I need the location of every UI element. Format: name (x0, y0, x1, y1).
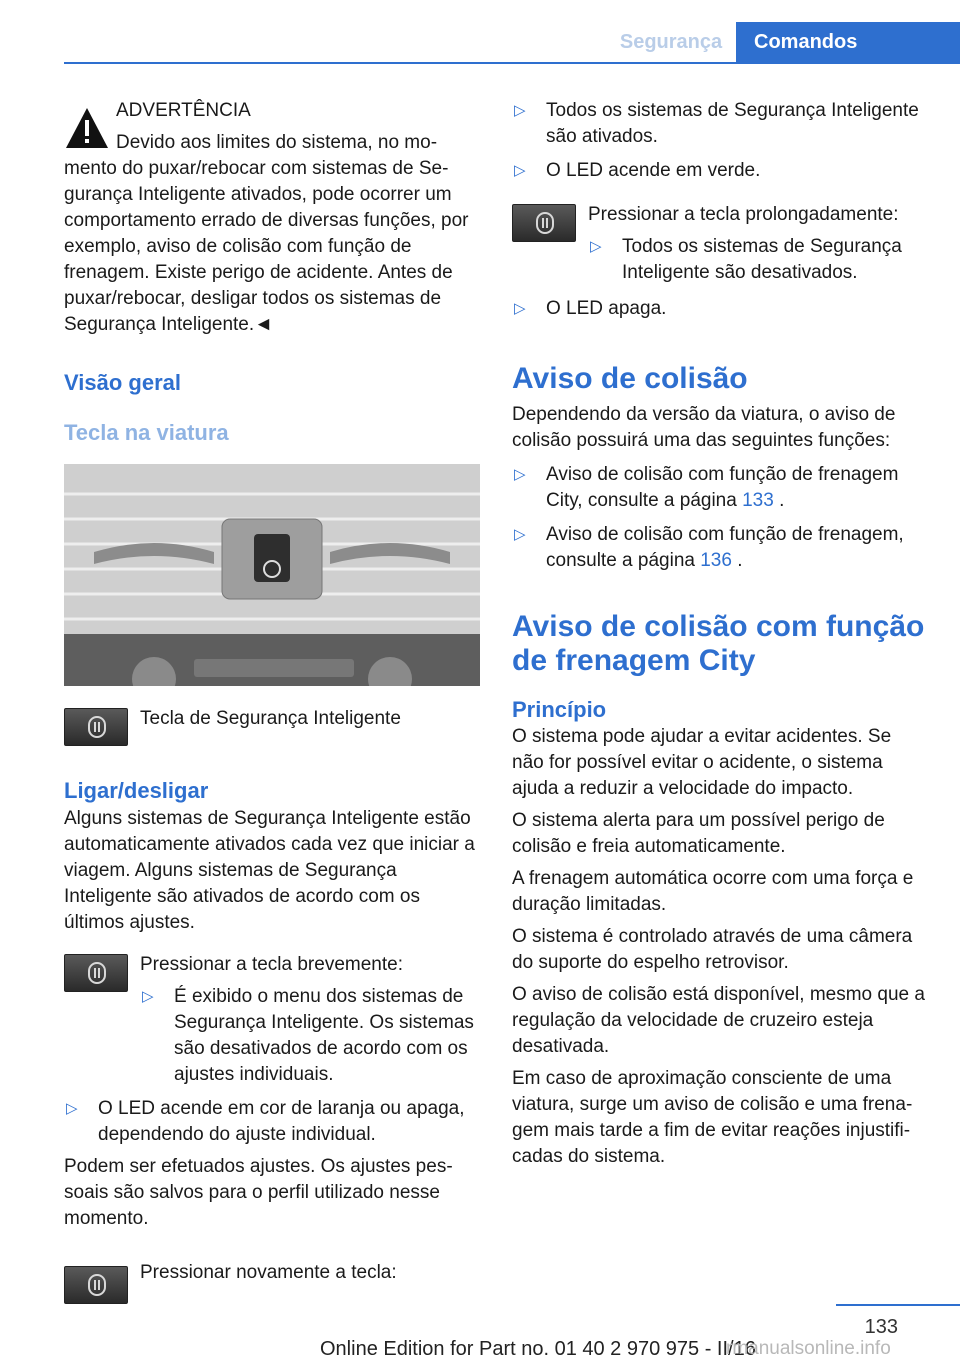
warning-triangle-icon (64, 106, 110, 150)
principle-paragraph: O sistema alerta para um possível perigo de colisão e freia automaticamente. (512, 810, 885, 857)
intelligent-safety-button-icon (64, 708, 128, 746)
principle-paragraph: O sistema pode ajudar a evitar acidentes. Se não for possível evitar o acidente, o sistema ajuda a reduzir a velocidade do impacto. (512, 726, 892, 799)
collision-paragraph: Dependendo da versão da viatura, o aviso de colisão possuirá uma das seguintes funções: (512, 404, 896, 451)
dashboard-illustration (64, 464, 480, 686)
settings-paragraph: Podem ser efetuados ajustes. Os ajustes pessoais são salvos para o perfil utilizado nesse momento. (64, 1156, 453, 1229)
principle-paragraph: O sistema é controlado através de uma câmera do suporte do espelho retrovisor. (512, 926, 913, 973)
press-long-row (512, 202, 928, 286)
warning-block (64, 98, 480, 338)
page-link[interactable]: 133 (742, 490, 774, 511)
list-item: ▷ É exibido o menu dos sistemas de Segurança Inteligente. Os sistemas são desativados de acordo com os ajustes individuais. (142, 986, 474, 1085)
chapter-tab[interactable]: Comandos (736, 22, 960, 62)
intelligent-safety-button-icon (64, 954, 128, 992)
principle-paragraph: O aviso de colisão está disponível, mesmo que a regulação da velocidade de cruzeiro esteja desativada. (512, 984, 925, 1057)
principle-paragraph: Em caso de aproximação consciente de uma viatura, surge um aviso de colisão e uma frenagem mais tarde a fim de evitar reações injustificadas do sistema. (512, 1068, 913, 1167)
watermark: rmanualsonline.info (726, 1338, 891, 1359)
press-long-text: Pressionar a tecla prolongadamente: (588, 204, 899, 225)
heading-city-braking: Aviso de colisão com função de frenagem City (512, 610, 925, 677)
right-column (512, 98, 928, 1170)
heading-overview: Visão geral (64, 370, 181, 395)
running-header (64, 22, 960, 64)
onoff-paragraph: Alguns sistemas de Segurança Inteligente estão automaticamente ativados cada vez que iniciar a viagem. Alguns sistemas de Segurança Inteligente são ativados de acordo com os últimos ajustes. (64, 808, 475, 933)
page-number-rule (836, 1304, 960, 1306)
key-caption-row (64, 706, 480, 746)
press-again-text: Pressionar novamente a tecla: (140, 1262, 397, 1283)
heading-principle: Princípio (512, 697, 607, 722)
heading-on-off: Ligar/desligar (64, 778, 209, 803)
edition-line: Online Edition for Part no. 01 40 2 970 975 - II/16 (320, 1338, 756, 1360)
page-number: 133 (864, 1316, 898, 1338)
section-tab[interactable]: Segurança (619, 31, 723, 53)
left-column (64, 98, 480, 1300)
list-item: ▷ Todos os sistemas de Segurança Inteligente são ativados. (514, 100, 919, 147)
list-item: ▷ Todos os sistemas de Segurança Inteligente são desativados. (590, 236, 902, 283)
list-item: ▷ O LED apaga. (514, 298, 667, 319)
intelligent-safety-button-icon (64, 1266, 128, 1304)
press-again-row (64, 1260, 480, 1300)
warning-title: ADVERTÊNCIA (116, 100, 251, 121)
intelligent-safety-button-icon (512, 204, 576, 242)
principle-paragraph: A frenagem automática ocorre com uma força e duração limitadas. (512, 868, 914, 915)
heading-key: Tecla na viatura (64, 420, 229, 445)
warning-text: Devido aos limites do sistema, no momento do puxar/rebocar com sistemas de Segurança Inteligente ativados, pode ocorrer um comportamento errado de diversas funções, por exemplo, aviso de colisão com função de frenagem. Existe perigo de acidente. Antes de puxar/rebocar, desligar todos os sistemas de Segurança Inteligente.◄ (64, 132, 469, 335)
list-item: ▷ O LED acende em cor de laranja ou apaga, dependendo do ajuste individual. (66, 1098, 465, 1145)
list-item: ▷ Aviso de colisão com função de frenagem City, consulte a página 133 . (514, 464, 899, 511)
list-item: ▷ O LED acende em verde. (514, 160, 761, 181)
key-caption: Tecla de Segurança Inteligente (140, 708, 401, 729)
heading-collision: Aviso de colisão (512, 362, 748, 395)
dashboard-photo (64, 464, 480, 686)
press-short-row (64, 952, 480, 1088)
press-short-text: Pressionar a tecla brevemente: (140, 954, 403, 975)
list-item: ▷ Aviso de colisão com função de frenagem, consulte a página 136 . (514, 524, 904, 571)
page-link[interactable]: 136 (700, 550, 732, 571)
